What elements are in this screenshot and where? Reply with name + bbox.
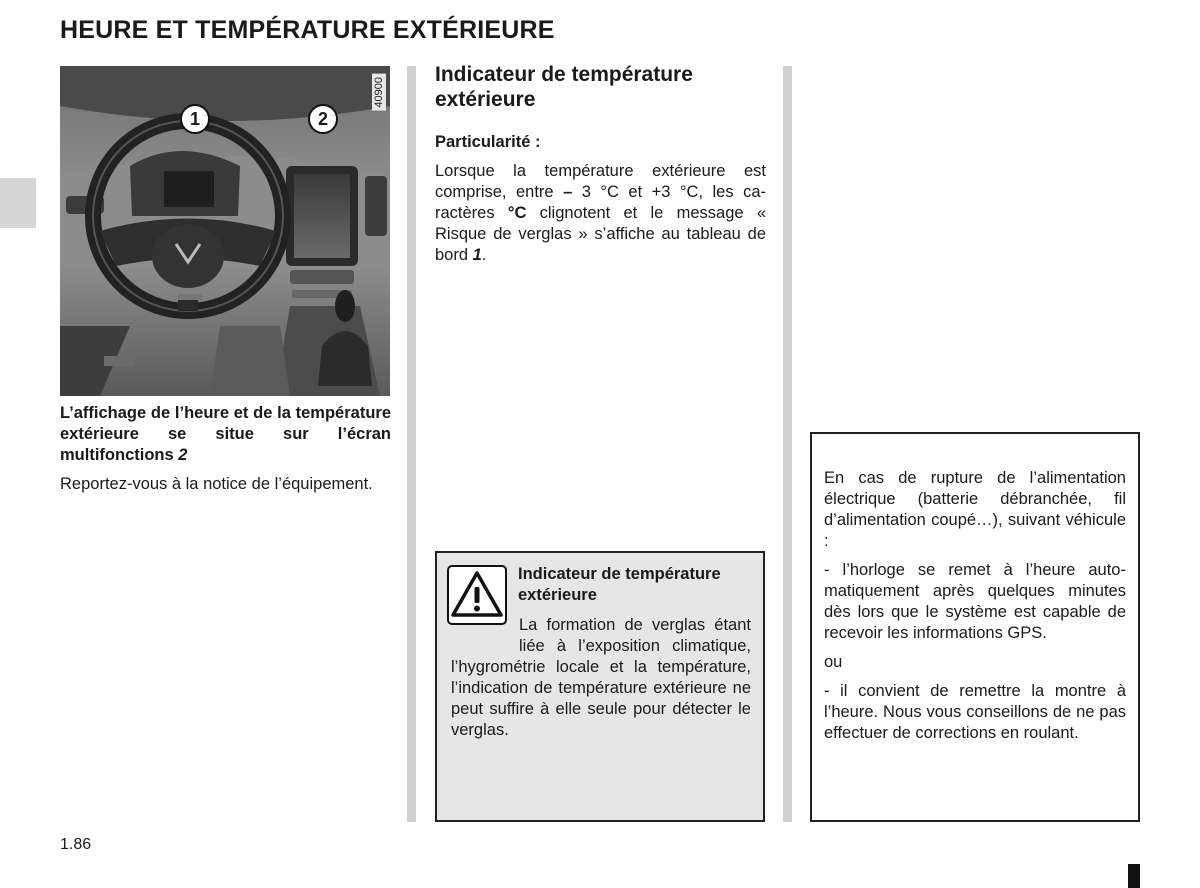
- section-title: Indicateur de température extérieure: [435, 63, 693, 111]
- note-paragraph-4: - il convient de remettre la montre à l’heure. Nous vous conseillons de ne pas effectuer de corrections en roulant.: [824, 682, 1126, 742]
- figure-code: 40900: [372, 74, 386, 111]
- callout-1: 1: [180, 104, 210, 134]
- caption-ref: 2: [178, 446, 188, 464]
- body-minus: –: [563, 183, 573, 201]
- warning-text-block: [451, 615, 751, 741]
- callout-2: 2: [308, 104, 338, 134]
- column-divider: [783, 66, 792, 822]
- page-title: HEURE ET TEMPÉRATURE EXTÉRIEURE: [60, 16, 555, 44]
- figure-caption: [60, 403, 391, 466]
- body-part: clignotent et le message « Risque de verglas » s’affiche au tableau de bord: [435, 204, 766, 264]
- caption-text: L’affichage de l’heure et de la température extérieure se situe sur l’écran multifonctions: [60, 404, 391, 464]
- column-divider: [407, 66, 416, 822]
- corner-marker: [1128, 864, 1140, 888]
- page-number: 1.86: [60, 836, 92, 853]
- body-part: Lorsque la température extérieure est comprise, entre: [435, 162, 766, 201]
- body-part: 3 °C et +3 °C, les caractères: [435, 183, 766, 222]
- note-box: [810, 432, 1140, 822]
- body-ref: 1: [472, 246, 482, 264]
- note-paragraph-1: En cas de rupture de l’alimentation électrique (batterie débranchée, fil d’alimentation coupé…), suivant véhicule :: [824, 469, 1126, 550]
- body-paragraph: [435, 161, 766, 266]
- warning-box: [435, 551, 765, 822]
- note-paragraph-2: - l’horloge se remet à l’heure automatiquement après quelques minutes dès lors que le système est capable de recevoir les informations GPS.: [824, 561, 1126, 642]
- section-tab: [0, 178, 36, 228]
- body-part: .: [481, 246, 487, 264]
- particularite-label: Particularité :: [435, 133, 541, 151]
- warning-text: La formation de verglas étant liée à l’exposition climatique, l’hygrométrie locale et la température, l’indication de température extérieure ne peut suffire à elle seule pour détecter le verglas.: [451, 616, 751, 739]
- body-deg-c: °C: [507, 204, 527, 222]
- dashboard-drawing: [60, 66, 390, 396]
- note-paragraph-3: ou: [824, 653, 843, 671]
- dashboard-illustration: [60, 66, 390, 396]
- caption-instruction: Reportez-vous à la notice de l’équipement.: [60, 475, 373, 493]
- warning-title: Indicateur de température extérieure: [518, 565, 721, 604]
